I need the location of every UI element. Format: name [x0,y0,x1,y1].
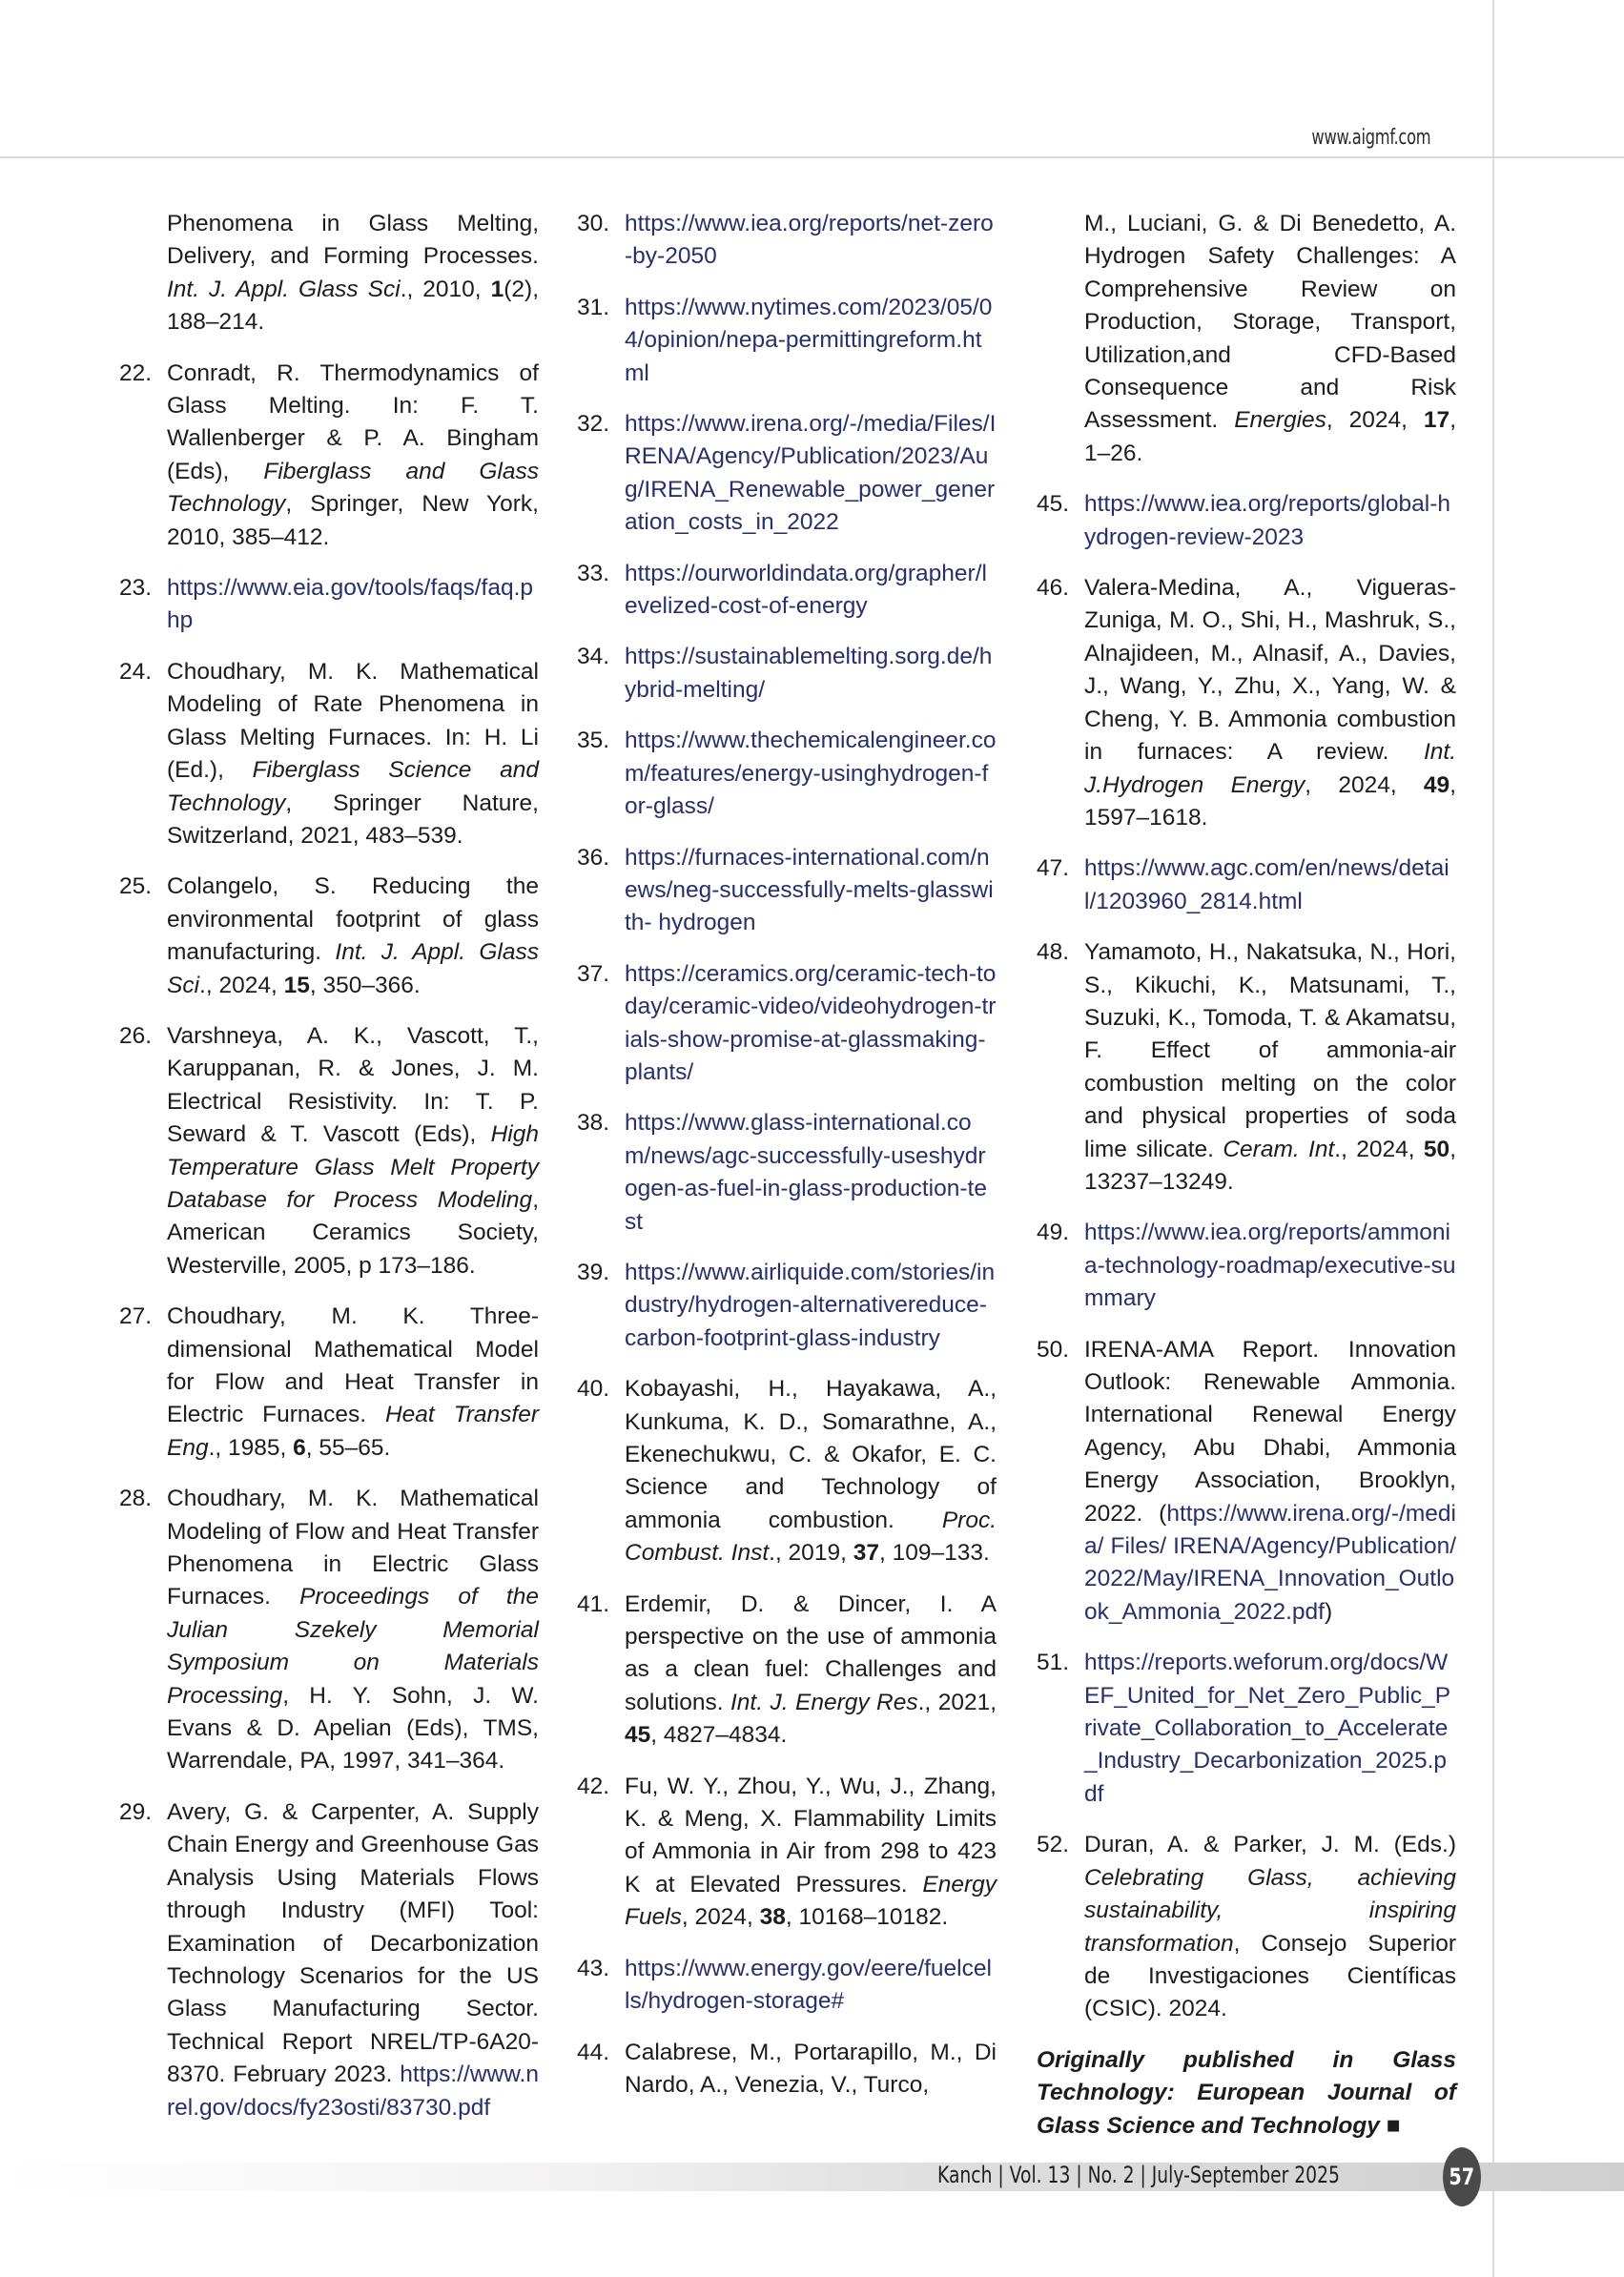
reference-24: 24. Choudhary, M. K. Mathematical Modeling of Rate Phenomena in Glass Melting Furnaces. In: H. Li (Ed.), Fiberglass Science and Technology, Springer Nature, Switzerland, 2021, 483–539. [119,658,539,849]
reference-link[interactable]: https://www.thechemicalengineer.com/features/energy-usinghydrogen-for-glass/ [625,728,997,820]
footer-publication-info: Kanch | Vol. 13 | No. 2 | July-September 2025 [937,2162,1340,2188]
site-url: www.aigmf.com [1311,126,1430,150]
reference-27: 27. Choudhary, M. K. Three-dimensional Mathematical Model for Flow and Heat Transfer in Electric Furnaces. Heat Transfer Eng., 1985, 6, 55–65. [119,1303,539,1461]
end-of-article-square-icon: ■ [1386,2112,1401,2139]
reference-link[interactable]: https://reports.weforum.org/docs/WEF_United_for_Net_Zero_Public_Private_Collaboration_to_Accelerate_Industry_Decarbonization_2025.pdf [1084,1650,1451,1807]
reference-46: 46. Valera-Medina, A., Vigueras-Zuniga, M. O., Shi, H., Mashruk, S., Alnajideen, M., Alnasif, A., Davies, J., Wang, Y., Zhu, X., Yang, W. & Cheng, Y. B. Ammonia combustion in furnaces: A review. Int. J.Hydrogen Energy, 2024, 49, 1597–1618. [1037,575,1456,831]
reference-link[interactable]: https://www.agc.com/en/news/detail/1203960_2814.html [1084,855,1449,914]
reference-48: 48. Yamamoto, H., Nakatsuka, N., Hori, S., Kikuchi, K., Matsunami, T., Suzuki, K., Tomoda, T. & Akamatsu, F. Effect of ammonia-air combustion melting on the color and physical properties of soda lime silicate. Ceram. Int., 2024, 50, 13237–13249. [1037,939,1456,1195]
footer-bar [0,2163,1624,2191]
reference-link[interactable]: https://www.irena.org/-/media/Files/IRENA/Agency/Publication/2023/Aug/IRENA_Renewable_power_generation_costs_in_2022 [625,411,997,536]
reference-44: 44. Calabrese, M., Portarapillo, M., Di Nardo, A., Venezia, V., Turco, [577,2039,997,2098]
reference-51: 51. https://reports.weforum.org/docs/WEF_United_for_Net_Zero_Public_Private_Collaboration_to_Accelerate_Industry_Decarbonization_2025.pdf [1037,1650,1451,1807]
reference-45: 45. https://www.iea.org/reports/global-hydrogen-review-2023 [1037,491,1451,550]
reference-49: 49. https://www.iea.org/reports/ammonia-technology-roadmap/executive-summary [1037,1220,1456,1312]
reference-link[interactable]: https://www.airliquide.com/stories/industry/hydrogen-alternativereduce-carbon-footprint-glass-industry [625,1259,996,1351]
reference-21-continued: Phenomena in Glass Melting, Delivery, and Forming Processes. Int. J. Appl. Glass Sci., 2010, 1(2), 188–214. [167,211,539,336]
reference-link[interactable]: https://www.eia.gov/tools/faqs/faq.php [167,575,534,634]
reference-link[interactable]: https://www.irena.org/-/media/ Files/ IRENA/Agency/Publication/2022/May/IRENA_Innovation_Outlook_Ammonia_2022.pdf [1084,1500,1456,1625]
reference-link[interactable]: https://ceramics.org/ceramic-tech-today/ceramic-video/videohydrogen-trials-show-promise-at-glassmaking-plants/ [625,960,997,1085]
reference-22: 22. Conradt, R. Thermodynamics of Glass Melting. In: F. T. Wallenberger & P. A. Bingham (Eds), Fiberglass and Glass Technology, Springer, New York, 2010, 385–412. [119,359,539,550]
reference-29: 29. Avery, G. & Carpenter, A. Supply Chain Energy and Greenhouse Gas Analysis Using Materials Flows through Industry (MFI) Tool: Examination of Decarbonization Technology Scenarios for the US Glass Manufacturing Sector. Technical Report NREL/TP-6A20-8370. February 2023. https://www.nrel.gov/docs/fy23osti/83730.pdf [119,1798,539,2121]
reference-40: 40. Kobayashi, H., Hayakawa, A., Kunkuma, K. D., Somarathne, A., Ekenechukwu, C. & Okafor, E. C. Science and Technology of ammonia combustion. Proc. Combust. Inst., 2019, 37, 109–133. [577,1376,997,1567]
reference-38: 38. https://www.glass-international.com/news/agc-successfully-useshydrogen-as-fuel-in-glass-production-test [577,1110,987,1235]
reference-52: 52. Duran, A. & Parker, J. M. (Eds.) Celebrating Glass, achieving sustainability, inspiring transformation, Consejo Superior de Investigaciones Científicas (CSIC). 2024. [1037,1832,1456,2022]
reference-25: 25. Colangelo, S. Reducing the environmental footprint of glass manufacturing. Int. J. Appl. Glass Sci., 2024, 15, 350–366. [119,873,539,998]
reference-link[interactable]: https://www.iea.org/reports/net-zero-by-2050 [625,211,994,270]
reference-28: 28. Choudhary, M. K. Mathematical Modeling of Flow and Heat Transfer Phenomena in Electric Glass Furnaces. Proceedings of the Julian Szekely Memorial Symposium on Materials Processing, H. Y. Sohn, J. W. Evans & D. Apelian (Eds), TMS, Warrendale, PA, 1997, 341–364. [119,1486,539,1774]
page-margin-vertical-rule [1492,0,1494,2277]
reference-31: 31. https://www.nytimes.com/2023/05/04/opinion/nepa-permittingreform.html [577,294,993,386]
reference-link[interactable]: https://www.iea.org/reports/global-hydrogen-review-2023 [1084,491,1451,550]
reference-34: 34. https://sustainablemelting.sorg.de/hybrid-melting/ [577,644,993,703]
reference-link[interactable]: https://www.glass-international.com/news/agc-successfully-useshydrogen-as-fuel-in-glass-production-test [625,1110,987,1235]
reference-32: 32. https://www.irena.org/-/media/Files/IRENA/Agency/Publication/2023/Aug/IRENA_Renewable_power_generation_costs_in_2022 [577,411,997,536]
reference-43: 43. https://www.energy.gov/eere/fuelcells/hydrogen-storage# [577,1955,992,2015]
reference-link[interactable]: https://www.nytimes.com/2023/05/04/opinion/nepa-permittingreform.html [625,294,993,386]
reference-26: 26. Varshneya, A. K., Vascott, T., Karuppanan, R. & Jones, J. M. Electrical Resistivity. In: T. P. Seward & T. Vascott (Eds), High Temperature Glass Melt Property Database for Process Modeling, American Ceramics Society, Westerville, 2005, p 173–186. [119,1022,539,1279]
reference-50: 50. IRENA-AMA Report. Innovation Outlook: Renewable Ammonia. International Renewal Energy Agency, Abu Dhabi, Ammonia Energy Association, Brooklyn, 2022. (https://www.irena.org/-/media/ Files/ IRENA/Agency/Publication/2022/May/IRENA_Innovation_Outlook_Ammonia_2022.pdf) [1037,1336,1456,1625]
reference-36: 36. https://furnaces-international.com/news/neg-successfully-melts-glasswith- hydrogen [577,844,994,936]
reference-link[interactable]: https://www.energy.gov/eere/fuelcells/hydrogen-storage# [625,1955,992,2015]
reference-link[interactable]: https://ourworldindata.org/grapher/levelized-cost-of-energy [625,560,987,620]
reference-link[interactable]: https://furnaces-international.com/news/neg-successfully-melts-glasswith- hydrogen [625,844,994,936]
reference-47: 47. https://www.agc.com/en/news/detail/1203960_2814.html [1037,855,1449,914]
header-rule [0,156,1624,158]
reference-link[interactable]: https://www.iea.org/reports/ammonia-technology-roadmap/executive-summary [1084,1220,1456,1312]
original-publication-note: Originally published in Glass Technology: European Journal of Glass Science and Technology ■ [1037,2046,1456,2139]
reference-link[interactable]: https://sustainablemelting.sorg.de/hybrid-melting/ [625,644,993,703]
reference-42: 42. Fu, W. Y., Zhou, Y., Wu, J., Zhang, K. & Meng, X. Flammability Limits of Ammonia in Air from 298 to 423 K at Elevated Pressures. Energy Fuels, 2024, 38, 10168–10182. [577,1773,997,1931]
reference-link[interactable]: https://www.nrel.gov/docs/fy23osti/83730.pdf [167,2062,539,2121]
reference-39: 39. https://www.airliquide.com/stories/industry/hydrogen-alternativereduce-carbon-footprint-glass-industry [577,1259,996,1351]
reference-41: 41. Erdemir, D. & Dincer, I. A perspective on the use of ammonia as a clean fuel: Challenges and solutions. Int. J. Energy Res., 2021, 45, 4827–4834. [577,1590,997,1749]
reference-33: 33. https://ourworldindata.org/grapher/levelized-cost-of-energy [577,560,987,620]
reference-44-continued: M., Luciani, G. & Di Benedetto, A. Hydrogen Safety Challenges: A Comprehensive Review on Production, Storage, Transport, Utilization,and CFD-Based Consequence and Risk Assessment. Energies, 2024, 17, 1–26. [1084,211,1456,466]
reference-35: 35. https://www.thechemicalengineer.com/features/energy-usinghydrogen-for-glass/ [577,728,997,820]
reference-37: 37. https://ceramics.org/ceramic-tech-today/ceramic-video/videohydrogen-trials-show-promise-at-glassmaking-plants/ [577,960,997,1085]
page-number-badge: 57 [1443,2147,1481,2206]
reference-23: 23. https://www.eia.gov/tools/faqs/faq.php [119,575,534,634]
references-column-1 [114,208,539,2143]
references-column-2 [572,208,997,2120]
reference-30: 30. https://www.iea.org/reports/net-zero-by-2050 [577,211,994,270]
references-column-3 [1032,208,1456,2143]
